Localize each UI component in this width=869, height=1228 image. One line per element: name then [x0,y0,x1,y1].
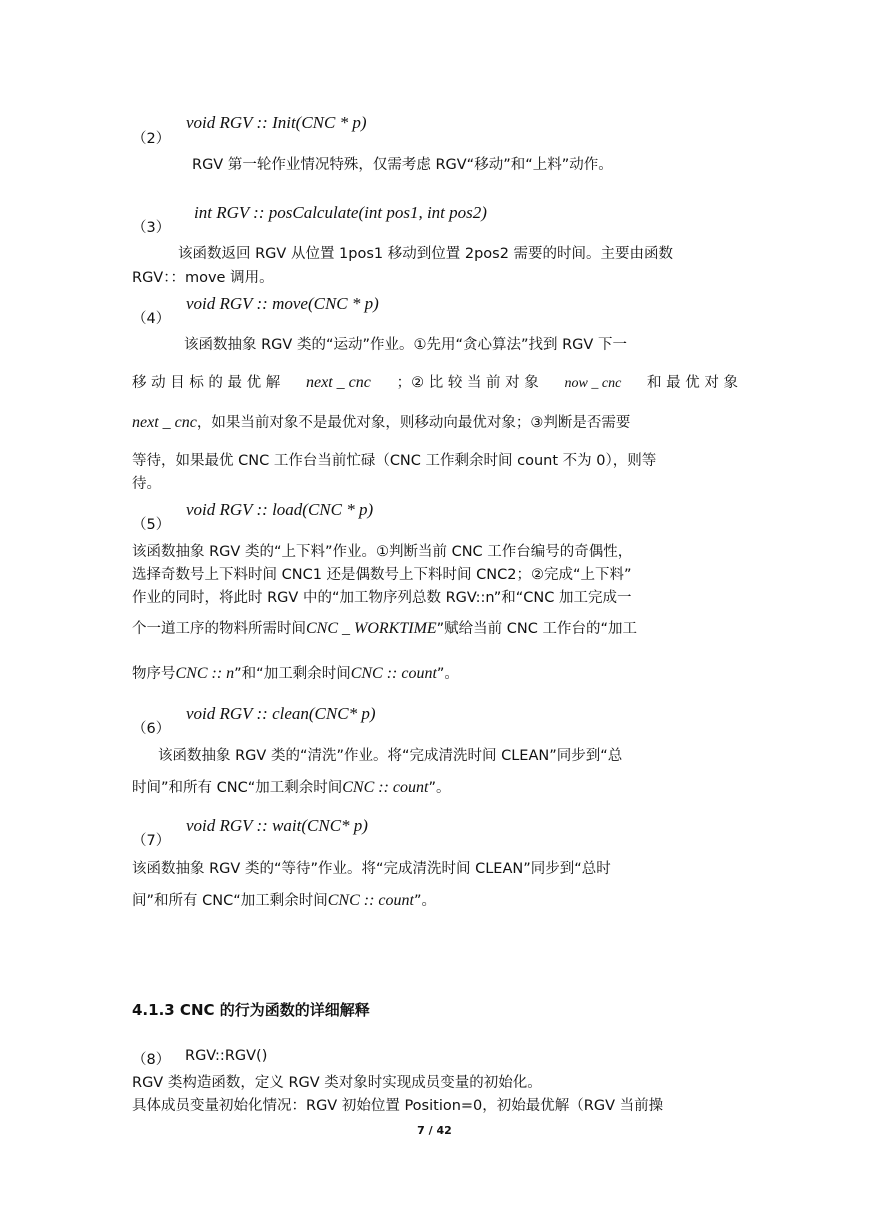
math-next-cnc: next _ cnc [306,374,371,391]
paragraph-load-line2: 选择奇数号上下料时间 CNC1 还是偶数号上下料时间 CNC2；②完成“上下料” [132,567,632,583]
paragraph-move-line1: 该函数抽象 RGV 类的“运动”作业。①先用“贪心算法”找到 RGV 下一 [184,337,627,353]
formula-wait: void RGV :: wait(CNC* p) [186,816,368,835]
math-cnc-count: CNC :: count [327,892,414,909]
item-number: （8） [132,1052,171,1068]
math-cnc-count: CNC :: count [342,779,429,796]
math-cnc-worktime: CNC _ WORKTIME [306,620,437,637]
formula-move: void RGV :: move(CNC * p) [186,294,379,313]
paragraph-move-line4: 等待，如果最优 CNC 工作台当前忙碌（CNC 工作剩余时间 count 不为 0），则等 [132,453,657,469]
paragraph-init: RGV 第一轮作业情况特殊，仅需考虑 RGV“移动”和“上料”动作。 [192,157,613,173]
item-number: （2） [132,131,171,147]
item-number: （6） [132,721,171,737]
paragraph-clean-line2: 时间”和所有 CNC“加工剩余时间CNC :: count”。 [132,779,451,796]
paragraph-wait-line1: 该函数抽象 RGV 类的“等待”作业。将“完成清洗时间 CLEAN”同步到“总时 [132,861,611,877]
formula-clean: void RGV :: clean(CNC* p) [186,704,376,723]
math-cnc-n: CNC :: n [175,665,235,682]
paragraph-constructor-line2: 具体成员变量初始化情况：RGV 初始位置 Position=0，初始最优解（RGV 当前操 [132,1098,664,1114]
paragraph-move-line5: 待。 [132,476,161,492]
item-number: （4） [132,311,171,327]
paragraph-poscalculate-line1: 该函数返回 RGV 从位置 1pos1 移动到位置 2pos2 需要的时间。主要由函数 [178,246,674,262]
section-heading: 4.1.3 CNC 的行为函数的详细解释 [132,1001,370,1019]
paragraph-load-line4: 个一道工序的物料所需时间CNC _ WORKTIME”赋给当前 CNC 工作台的“加工 [132,620,638,637]
paragraph-wait-line2: 间”和所有 CNC“加工剩余时间CNC :: count”。 [132,892,436,909]
item-number: （7） [132,833,171,849]
item-number: （3） [132,220,171,236]
formula-init: void RGV :: Init(CNC * p) [186,113,367,132]
math-next-cnc: next _ cnc [132,414,197,431]
page-number: 7 / 42 [417,1124,452,1137]
paragraph-clean-line1: 该函数抽象 RGV 类的“清洗”作业。将“完成清洗时间 CLEAN”同步到“总 [158,748,623,764]
paragraph-move-line3: next _ cnc，如果当前对象不是最优对象，则移动向最优对象；③判断是否需要 [132,414,631,431]
paragraph-load-line5: 物序号CNC :: n”和“加工剩余时间CNC :: count”。 [132,665,459,682]
formula-load: void RGV :: load(CNC * p) [186,500,374,519]
paragraph-poscalculate-line2: RGV：：move 调用。 [132,270,274,286]
item-title: RGV::RGV() [185,1048,268,1064]
item-number: （5） [132,517,171,533]
paragraph-load-line1: 该函数抽象 RGV 类的“上下料”作业。①判断当前 CNC 工作台编号的奇偶性， [132,544,633,560]
math-now-cnc: now _ cnc [564,376,622,391]
paragraph-move-line2: 移 动 目 标 的 最 优 解 next _ cnc ；② 比 较 当 前 对 象 now _ cnc 和 最 优 对 象 [132,374,738,391]
paragraph-load-line3: 作业的同时，将此时 RGV 中的“加工物序列总数 RGV::n”和“CNC 加工完成一 [132,590,632,606]
formula-poscalculate: int RGV :: posCalculate(int pos1, int pos2) [194,203,487,222]
paragraph-constructor-line1: RGV 类构造函数，定义 RGV 类对象时实现成员变量的初始化。 [132,1075,542,1091]
math-cnc-count: CNC :: count [350,665,437,682]
